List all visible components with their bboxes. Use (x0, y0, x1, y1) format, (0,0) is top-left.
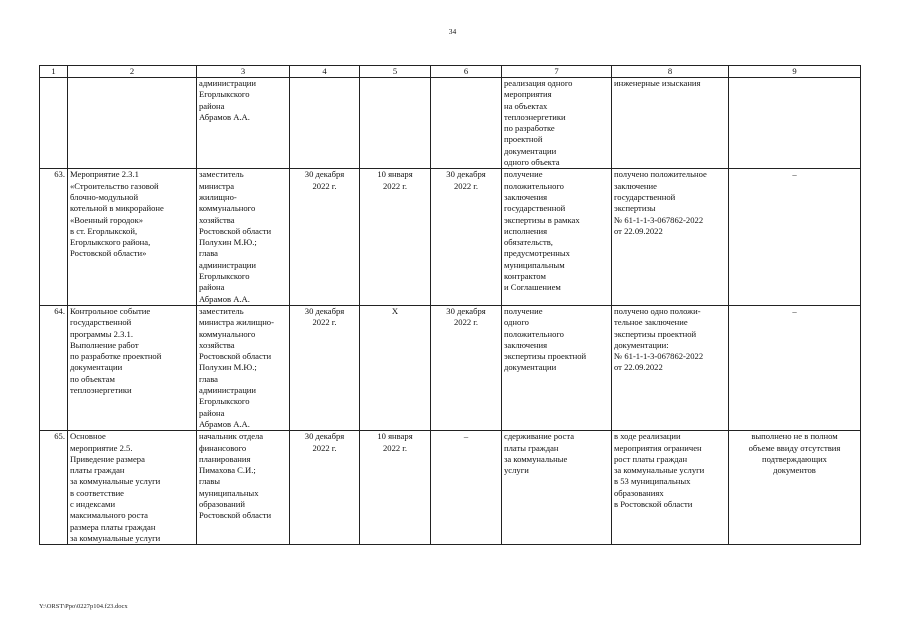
table-header-row (40, 66, 861, 78)
cell-line: получено положительное (614, 169, 707, 180)
table-row (40, 431, 861, 545)
cell-line: Ростовской области (199, 351, 272, 362)
file-path-footer: Y:\ORST\Ppo\0227p104.f23.docx (39, 603, 128, 610)
header-cell-9: 9 (729, 66, 861, 78)
cell-col6 (431, 169, 502, 306)
cell-line: экспертизы проектной (614, 328, 697, 339)
cell-line: Ростовской области (199, 225, 272, 236)
cell-col9 (729, 78, 861, 169)
cell-line: министра жилищно- (199, 317, 274, 328)
cell-col7 (502, 305, 612, 430)
cell-line: района (199, 282, 225, 293)
cell-line: Абрамов А.А. (199, 293, 250, 304)
cell-line: в соответствие (70, 487, 124, 498)
cell-line: положительного (504, 180, 564, 191)
cell-line: экспертизы (614, 203, 656, 214)
cell-line: мероприятие 2.5. (70, 442, 133, 453)
header-cell-2: 2 (68, 66, 197, 78)
cell-col7 (502, 78, 612, 169)
cell-col3 (197, 78, 290, 169)
cell-line: 2022 г. (382, 442, 408, 453)
cell-col4 (290, 169, 360, 306)
row-number-cell: 63. (40, 169, 68, 306)
cell-line: заключение (614, 180, 657, 191)
cell-line: начальник отдела (199, 431, 264, 442)
cell-line: исполнения (504, 225, 548, 236)
header-cell-5: 5 (360, 66, 431, 78)
cell-line: проектной (504, 134, 543, 145)
cell-line: Пимахова С.И.; (199, 465, 256, 476)
cell-line: на объектах (504, 100, 548, 111)
cell-line: реализация одного (504, 78, 573, 88)
table-row (40, 169, 861, 306)
cell-line: 30 декабря (446, 169, 486, 180)
cell-line: подтверждающих (762, 453, 827, 464)
page-number: 34 (448, 27, 457, 36)
cell-line: планирования (199, 453, 251, 464)
cell-col4 (290, 78, 360, 169)
cell-line: в Ростовской области (614, 498, 693, 509)
cell-line: 2022 г. (312, 180, 337, 191)
cell-line: получение (504, 169, 543, 180)
cell-line: документации (70, 362, 123, 373)
cell-line: получение (504, 305, 543, 316)
cell-line: Мероприятие 2.3.1 (70, 169, 139, 180)
cell-col5 (360, 305, 431, 430)
header-cell-7: 7 (502, 66, 612, 78)
cell-col2 (68, 431, 197, 545)
cell-line: 2022 г. (382, 180, 408, 191)
cell-line: платы граждан (70, 465, 125, 476)
cell-line: финансового (199, 442, 247, 453)
cell-line: предусмотренных (504, 248, 570, 259)
cell-line: Егорлыкского (199, 89, 250, 100)
cell-line: «Строительство газовой (70, 180, 159, 191)
cell-line: тельное заключение (614, 317, 688, 328)
cell-line: одного (504, 317, 529, 328)
cell-line: Егорлыкского (199, 396, 250, 407)
cell-line: Полухин М.Ю.; (199, 362, 257, 373)
cell-line: хозяйства (199, 339, 235, 350)
cell-line: документации (504, 362, 557, 373)
cell-line: жилищно- (199, 191, 237, 202)
cell-line: в ст. Егорлыкской, (70, 225, 138, 236)
cell-col5 (360, 78, 431, 169)
cell-line: в 53 муниципальных (614, 476, 691, 487)
cell-col9 (729, 305, 861, 430)
cell-col5 (360, 431, 431, 545)
cell-line: одного объекта (504, 157, 560, 168)
cell-line: блочно-модульной (70, 191, 139, 202)
cell-line: и Соглашением (504, 282, 561, 293)
cell-col3 (197, 305, 290, 430)
cell-line: контрактом (504, 271, 546, 282)
cell-line: Х (391, 305, 399, 316)
cell-line: муниципальным (504, 259, 565, 270)
cell-line: заключения (504, 339, 548, 350)
cell-line: Егорлыкского (199, 271, 250, 282)
cell-line: от 22.09.2022 (614, 362, 663, 373)
cell-col6 (431, 305, 502, 430)
cell-line: «Военный городок» (70, 214, 144, 225)
cell-col8 (612, 169, 729, 306)
cell-line: администрации (199, 78, 257, 88)
cell-line: 2022 г. (453, 317, 479, 328)
cell-line: заместитель (199, 169, 244, 180)
cell-line: 2022 г. (312, 442, 337, 453)
cell-col3 (197, 431, 290, 545)
cell-line: государственной (614, 191, 676, 202)
header-cell-4: 4 (290, 66, 360, 78)
cell-line: Контрольное событие (70, 305, 151, 316)
cell-line: программы 2.3.1. (70, 328, 133, 339)
row-number-cell: 64. (40, 305, 68, 430)
cell-line: хозяйства (199, 214, 235, 225)
cell-line: котельной в микрорайоне (70, 203, 164, 214)
header-cell-6: 6 (431, 66, 502, 78)
cell-line: теплоэнергетики (70, 385, 132, 396)
cell-line: 10 января (377, 431, 413, 442)
cell-line: главы (199, 476, 221, 487)
cell-line: мероприятия ограничен (614, 442, 702, 453)
cell-line: выполнено не в полном (751, 431, 838, 442)
cell-col7 (502, 169, 612, 306)
cell-line: администрации (199, 259, 257, 270)
cell-line: максимального роста (70, 510, 148, 521)
cell-line: объеме ввиду отсутствия (748, 442, 841, 453)
cell-line: платы граждан (504, 442, 559, 453)
cell-line: образований (199, 498, 245, 509)
cell-line: обязательств, (504, 237, 553, 248)
cell-line: коммунального (199, 328, 256, 339)
cell-line: образованиях (614, 487, 664, 498)
cell-line: за коммунальные (504, 453, 568, 464)
cell-line: размера платы граждан (70, 521, 156, 532)
cell-line: – (792, 305, 797, 316)
cell-line: министра (199, 180, 235, 191)
cell-line: Выполнение работ (70, 339, 139, 350)
cell-line: экспертизы в рамках (504, 214, 580, 225)
cell-line: за коммунальные услуги (70, 476, 161, 487)
cell-line: 30 декабря (446, 305, 486, 316)
cell-line: глава (199, 373, 218, 384)
cell-col4 (290, 305, 360, 430)
cell-line: коммунального (199, 203, 256, 214)
cell-line: заключения (504, 191, 548, 202)
cell-line: 30 декабря (304, 169, 345, 180)
report-table (39, 65, 861, 545)
cell-col8 (612, 78, 729, 169)
cell-line: администрации (199, 385, 257, 396)
cell-line: по разработке (504, 123, 555, 134)
cell-col4 (290, 431, 360, 545)
cell-line: Абрамов А.А. (199, 111, 250, 122)
header-cell-8: 8 (612, 66, 729, 78)
cell-line: Приведение размера (70, 453, 145, 464)
cell-line: 2022 г. (312, 317, 337, 328)
cell-line: 2022 г. (453, 180, 479, 191)
cell-col2 (68, 169, 197, 306)
cell-line: теплоэнергетики (504, 111, 566, 122)
cell-col2 (68, 305, 197, 430)
cell-col6 (431, 431, 502, 545)
cell-line: заместитель (199, 305, 244, 316)
cell-line: за коммунальные услуги (614, 465, 705, 476)
cell-col5 (360, 169, 431, 306)
cell-line: Основное (70, 431, 106, 442)
cell-line: получено одно положи- (614, 305, 701, 316)
row-number-cell (40, 78, 68, 169)
cell-line: Ростовской области» (70, 248, 147, 259)
cell-col6 (431, 78, 502, 169)
cell-line: района (199, 407, 225, 418)
cell-line: 30 декабря (304, 431, 345, 442)
cell-line: по объектам (70, 373, 115, 384)
cell-line: положительного (504, 328, 564, 339)
cell-line: сдерживание роста (504, 431, 575, 442)
cell-line: Ростовской области (199, 510, 272, 521)
cell-line: с индексами (70, 498, 116, 509)
cell-col8 (612, 305, 729, 430)
cell-line: 10 января (377, 169, 413, 180)
table-row (40, 78, 861, 169)
cell-line: по разработке проектной (70, 351, 162, 362)
cell-col9 (729, 431, 861, 545)
cell-line: – (463, 431, 469, 442)
cell-line: муниципальных (199, 487, 259, 498)
cell-line: № 61-1-1-3-067862-2022 (614, 214, 704, 225)
cell-col9 (729, 169, 861, 306)
cell-line: документов (773, 465, 816, 476)
cell-line: – (792, 169, 797, 180)
cell-line: документации (504, 145, 557, 156)
cell-line: № 61-1-1-3-067862-2022 (614, 351, 704, 362)
table-row (40, 305, 861, 430)
header-cell-3: 3 (197, 66, 290, 78)
cell-line: района (199, 100, 225, 111)
row-number-cell: 65. (40, 431, 68, 545)
cell-col7 (502, 431, 612, 545)
cell-line: Полухин М.Ю.; (199, 237, 257, 248)
cell-col3 (197, 169, 290, 306)
header-cell-1: 1 (40, 66, 68, 78)
cell-line: Егорлыкского района, (70, 237, 151, 248)
cell-line: инженерные изыскания (614, 78, 701, 88)
cell-line: государственной (70, 317, 132, 328)
cell-line: глава (199, 248, 218, 259)
cell-line: в ходе реализации (614, 431, 681, 442)
cell-line: услуги (504, 465, 529, 476)
cell-line: экспертизы проектной (504, 351, 587, 362)
cell-line: рост платы граждан (614, 453, 688, 464)
cell-col2 (68, 78, 197, 169)
cell-col8 (612, 431, 729, 545)
cell-line: документации: (614, 339, 669, 350)
cell-line: Абрамов А.А. (199, 418, 250, 429)
cell-line: государственной (504, 203, 566, 214)
cell-line: 30 декабря (304, 305, 345, 316)
cell-line: за коммунальные услуги (70, 532, 161, 543)
cell-line: от 22.09.2022 (614, 225, 663, 236)
table-body (40, 66, 861, 545)
cell-line: мероприятия (504, 89, 552, 100)
